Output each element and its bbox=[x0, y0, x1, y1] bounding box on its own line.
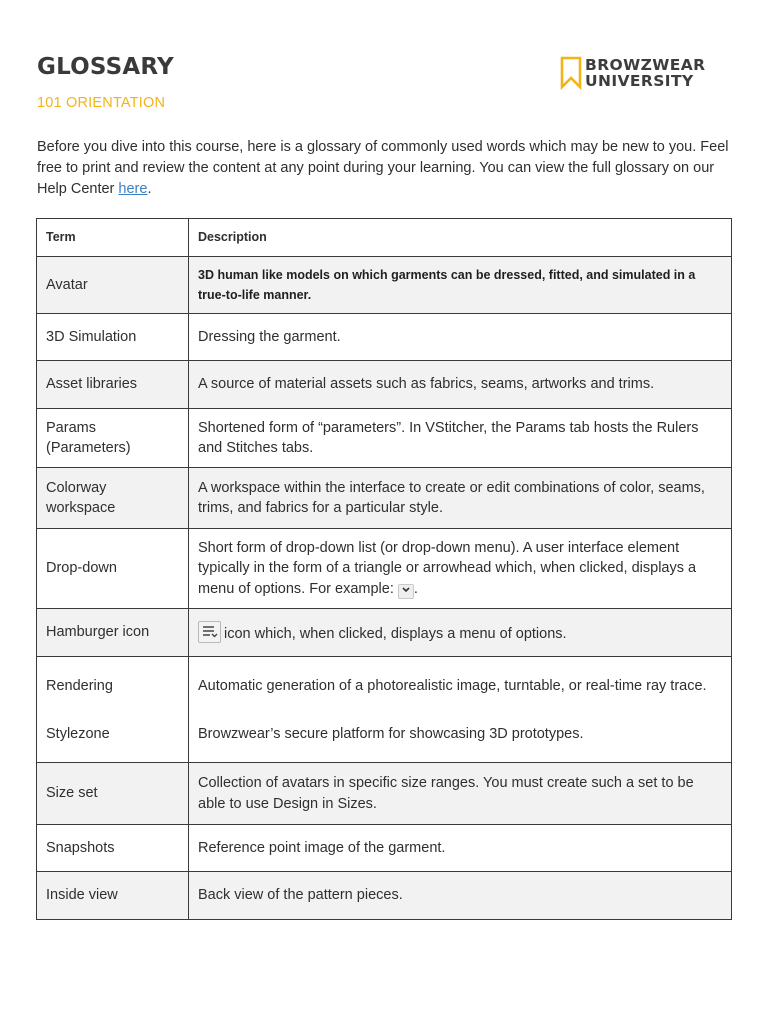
table-row bbox=[37, 257, 732, 314]
browzwear-university-logo bbox=[560, 56, 705, 90]
intro-paragraph bbox=[37, 137, 737, 200]
hamburger-menu-icon bbox=[198, 621, 221, 643]
description-text: Short form of drop-down list (or drop-down menu). A user interface element typically in the form of a triangle or arrowhead which, when clicked, displays a menu of options. For example: bbox=[198, 539, 697, 597]
glossary-table bbox=[36, 218, 732, 920]
chevron-down-icon bbox=[398, 584, 414, 599]
logo-text bbox=[585, 57, 705, 89]
table-row bbox=[37, 763, 732, 825]
description-cell: Dressing the garment. bbox=[189, 314, 732, 361]
description-cell: Shortened form of “parameters”. In VStitcher, the Params tab hosts the Rulers and Stitches tabs. bbox=[189, 409, 732, 468]
term-cell: Colorway workspace bbox=[37, 468, 189, 529]
term-cell: 3D Simulation bbox=[37, 314, 189, 361]
page-title: GLOSSARY bbox=[37, 54, 174, 80]
term-cell: Size set bbox=[37, 763, 189, 825]
help-center-link[interactable]: here bbox=[118, 181, 148, 197]
table-row bbox=[37, 715, 732, 763]
description-cell: A source of material assets such as fabrics, seams, artworks and trims. bbox=[189, 361, 732, 409]
table-row bbox=[37, 314, 732, 361]
term-cell: Inside view bbox=[37, 872, 189, 920]
term-cell: Snapshots bbox=[37, 825, 189, 872]
table-row bbox=[37, 529, 732, 609]
description-cell: Back view of the pattern pieces. bbox=[189, 872, 732, 920]
term-cell: Asset libraries bbox=[37, 361, 189, 409]
description-cell: Browzwear’s secure platform for showcasing 3D prototypes. bbox=[189, 715, 732, 763]
term-cell: Params (Parameters) bbox=[37, 409, 189, 468]
description-text: icon which, when clicked, displays a menu of options. bbox=[224, 625, 567, 642]
table-row bbox=[37, 361, 732, 409]
intro-text-end: . bbox=[147, 181, 152, 197]
term-cell: Drop-down bbox=[37, 529, 189, 609]
description-cell: A workspace within the interface to create or edit combinations of color, seams, trims, and fabrics for a particular style. bbox=[189, 468, 732, 529]
table-row bbox=[37, 609, 732, 657]
description-cell: 3D human like models on which garments can be dressed, fitted, and simulated in a true-to-life manner. bbox=[189, 257, 732, 314]
logo-line-1: BROWZWEAR bbox=[585, 56, 706, 74]
page-subtitle: 101 ORIENTATION bbox=[37, 95, 166, 111]
description-cell: Reference point image of the garment. bbox=[189, 825, 732, 872]
table-row bbox=[37, 825, 732, 872]
description-cell bbox=[189, 609, 732, 657]
description-cell: Collection of avatars in specific size ranges. You must create such a set to be able to use Design in Sizes. bbox=[189, 763, 732, 825]
bookmark-logo-icon bbox=[560, 56, 582, 90]
table-row bbox=[37, 657, 732, 715]
description-cell bbox=[189, 529, 732, 609]
term-cell: Stylezone bbox=[37, 715, 189, 763]
logo-line-2: UNIVERSITY bbox=[585, 72, 694, 90]
table-row bbox=[37, 872, 732, 920]
term-cell: Hamburger icon bbox=[37, 609, 189, 657]
description-cell: Automatic generation of a photorealistic image, turntable, or real-time ray trace. bbox=[189, 657, 732, 715]
term-cell: Avatar bbox=[37, 257, 189, 314]
description-text-end: . bbox=[413, 580, 418, 597]
table-header-row bbox=[37, 219, 732, 257]
table-row bbox=[37, 409, 732, 468]
header-term: Term bbox=[37, 219, 189, 257]
term-cell: Rendering bbox=[37, 657, 189, 715]
table-row bbox=[37, 468, 732, 529]
intro-text: Before you dive into this course, here is a glossary of commonly used words which may be new to you. Feel free to print and review the content at any point during your learning. You can view the full glossary on our Help Center bbox=[37, 139, 729, 197]
header-description: Description bbox=[189, 219, 732, 257]
